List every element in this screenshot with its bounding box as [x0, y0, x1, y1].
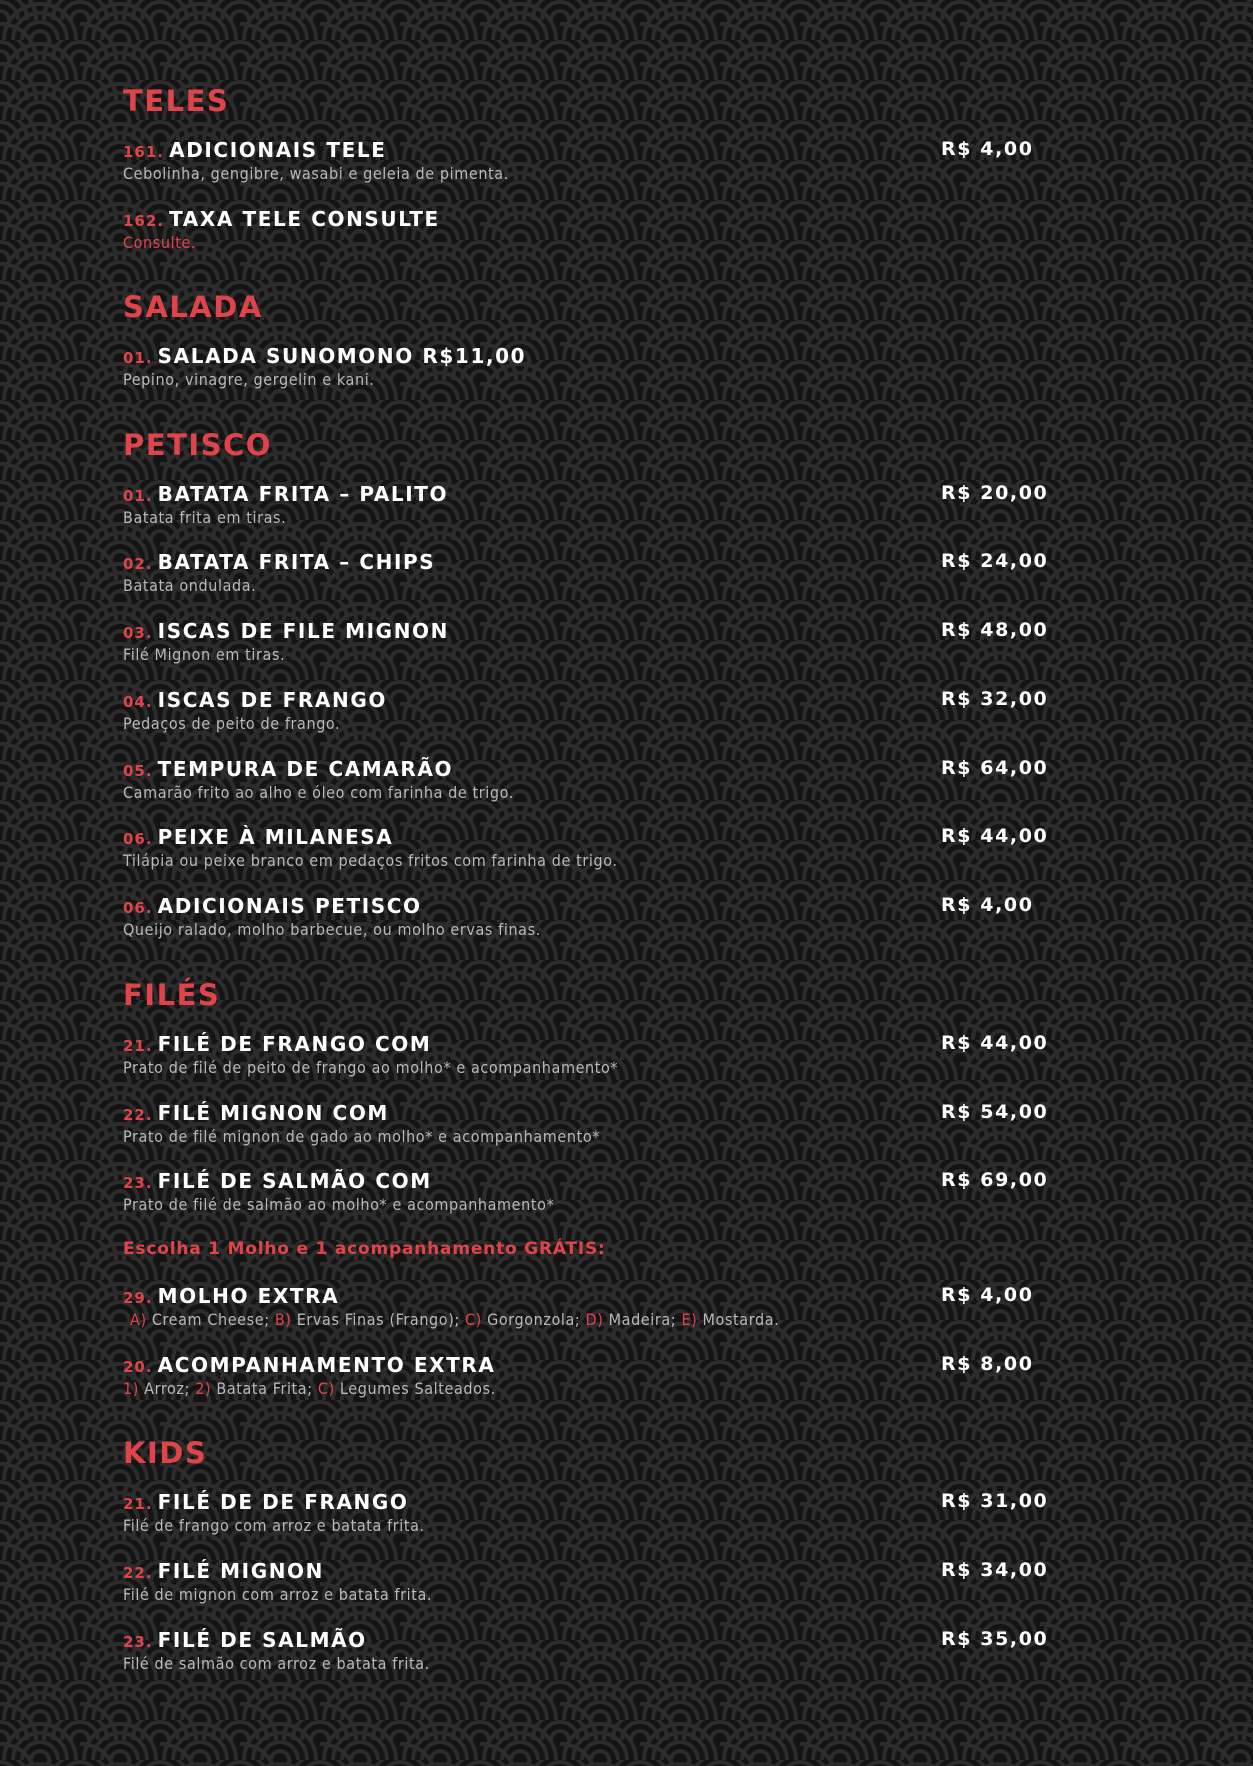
item-description: Cebolinha, gengibre, wasabi e geleia de pimenta.	[123, 164, 509, 183]
item-name: FILÉ DE DE FRANGO	[157, 1490, 409, 1514]
item-description: Queijo ralado, molho barbecue, ou molho ervas finas.	[123, 920, 541, 939]
option-text: Gorgonzola;	[487, 1310, 581, 1329]
item-description: Consulte.	[123, 233, 197, 252]
menu-item	[123, 759, 1133, 807]
sauce-options	[130, 1312, 779, 1328]
item-number: 21.	[123, 1037, 153, 1055]
item-price: R$ 4,00	[941, 138, 1034, 160]
item-name: BATATA FRITA – CHIPS	[157, 550, 436, 574]
item-number: 06.	[123, 830, 153, 848]
menu-item	[123, 209, 1133, 257]
option-text: Madeira;	[608, 1310, 677, 1329]
item-name: FILÉ MIGNON COM	[157, 1101, 389, 1125]
item-number: 03.	[123, 624, 153, 642]
menu-item	[123, 1034, 1133, 1082]
item-name: FILÉ DE SALMÃO COM	[157, 1169, 432, 1193]
menu-item	[123, 621, 1133, 669]
item-number: 29.	[123, 1289, 153, 1307]
item-price: R$ 44,00	[941, 825, 1049, 847]
option-text: Cream Cheese;	[151, 1310, 270, 1329]
menu-item	[123, 1171, 1133, 1219]
item-price: R$ 4,00	[941, 1284, 1034, 1306]
menu-item	[123, 1103, 1133, 1151]
item-price: R$ 69,00	[941, 1169, 1049, 1191]
item-number: 04.	[123, 693, 153, 711]
item-description: Tilápia ou peixe branco em pedaços fritos com farinha de trigo.	[123, 851, 618, 870]
item-name: SALADA SUNOMONO R$11,00	[157, 344, 527, 368]
item-number: 23.	[123, 1633, 153, 1651]
menu-item	[123, 690, 1133, 738]
item-price: R$ 32,00	[941, 688, 1049, 710]
item-number: 01.	[123, 349, 153, 367]
item-name: ADICIONAIS PETISCO	[157, 894, 422, 918]
item-number: 161.	[123, 143, 165, 161]
menu-item	[123, 484, 1133, 532]
item-price: R$ 35,00	[941, 1628, 1049, 1650]
item-price: R$ 48,00	[941, 619, 1049, 641]
option-text: Legumes Salteados.	[339, 1379, 496, 1398]
item-name: TAXA TELE CONSULTE	[169, 207, 440, 231]
item-name: FILÉ DE FRANGO COM	[157, 1032, 432, 1056]
section-title-kids: KIDS	[123, 1436, 208, 1470]
item-number: 05.	[123, 762, 153, 780]
item-name: TEMPURA DE CAMARÃO	[157, 757, 454, 781]
item-name: PEIXE À MILANESA	[157, 825, 394, 849]
item-description: Pedaços de peito de frango.	[123, 714, 341, 733]
item-number: 01.	[123, 487, 153, 505]
item-price: R$ 34,00	[941, 1559, 1049, 1581]
item-description: Batata frita em tiras.	[123, 508, 287, 527]
item-price: R$ 44,00	[941, 1032, 1049, 1054]
menu-item	[123, 1492, 1133, 1540]
item-description: Filé de mignon com arroz e batata frita.	[123, 1585, 433, 1604]
item-description: Prato de filé de salmão ao molho* e acompanhamento*	[123, 1195, 555, 1214]
menu-item	[123, 140, 1133, 188]
item-name: ADICIONAIS TELE	[169, 138, 387, 162]
item-price: R$ 24,00	[941, 550, 1049, 572]
item-price: R$ 4,00	[941, 894, 1034, 916]
item-description: Filé Mignon em tiras.	[123, 645, 286, 664]
option-key: D)	[585, 1310, 604, 1329]
side-options	[123, 1381, 496, 1397]
item-name: MOLHO EXTRA	[157, 1284, 340, 1308]
item-number: 162.	[123, 212, 165, 230]
item-name: ISCAS DE FRANGO	[157, 688, 387, 712]
item-price: R$ 8,00	[941, 1353, 1034, 1375]
item-price: R$ 31,00	[941, 1490, 1049, 1512]
option-key: C)	[317, 1379, 335, 1398]
menu-item	[123, 1561, 1133, 1609]
option-text: Batata Frita;	[216, 1379, 313, 1398]
item-price: R$ 20,00	[941, 482, 1049, 504]
item-number: 02.	[123, 555, 153, 573]
menu-item	[123, 827, 1133, 875]
item-number: 23.	[123, 1174, 153, 1192]
item-number: 06.	[123, 899, 153, 917]
item-description: Filé de salmão com arroz e batata frita.	[123, 1654, 430, 1673]
option-key: E)	[681, 1310, 698, 1329]
item-description: Pepino, vinagre, gergelin e kani.	[123, 370, 375, 389]
menu-item-extra	[123, 1355, 1133, 1403]
menu-item	[123, 552, 1133, 600]
option-key: 1)	[123, 1379, 139, 1398]
menu-item-extra	[123, 1286, 1133, 1334]
item-price: R$ 64,00	[941, 757, 1049, 779]
option-text: Ervas Finas (Frango);	[296, 1310, 460, 1329]
item-price: R$ 54,00	[941, 1101, 1049, 1123]
section-title-salada: SALADA	[123, 290, 263, 324]
item-description: Prato de filé mignon de gado ao molho* e acompanhamento*	[123, 1127, 601, 1146]
option-text: Arroz;	[144, 1379, 191, 1398]
item-name: FILÉ MIGNON	[157, 1559, 324, 1583]
item-number: 20.	[123, 1358, 153, 1376]
section-title-files: FILÉS	[123, 978, 221, 1012]
item-name: FILÉ DE SALMÃO	[157, 1628, 367, 1652]
option-key: A)	[130, 1310, 147, 1329]
item-description: Camarão frito ao alho e óleo com farinha de trigo.	[123, 783, 514, 802]
section-title-petisco: PETISCO	[123, 428, 272, 462]
item-name: BATATA FRITA – PALITO	[157, 482, 449, 506]
item-name: ISCAS DE FILE MIGNON	[157, 619, 449, 643]
item-description: Batata ondulada.	[123, 576, 257, 595]
menu-item	[123, 896, 1133, 944]
option-text: Mostarda.	[702, 1310, 780, 1329]
option-key: B)	[274, 1310, 292, 1329]
item-description: Filé de frango com arroz e batata frita.	[123, 1516, 425, 1535]
menu-item	[123, 1630, 1133, 1678]
item-number: 22.	[123, 1564, 153, 1582]
item-description: Prato de filé de peito de frango ao molho* e acompanhamento*	[123, 1058, 619, 1077]
option-key: C)	[465, 1310, 482, 1329]
section-title-teles: TELES	[123, 84, 230, 118]
option-key: 2)	[195, 1379, 212, 1398]
item-number: 22.	[123, 1106, 153, 1124]
menu-item	[123, 346, 1133, 394]
item-name: ACOMPANHAMENTO EXTRA	[157, 1353, 496, 1377]
free-choice-note: Escolha 1 Molho e 1 acompanhamento GRÁTIS:	[123, 1239, 606, 1259]
item-number: 21.	[123, 1495, 153, 1513]
